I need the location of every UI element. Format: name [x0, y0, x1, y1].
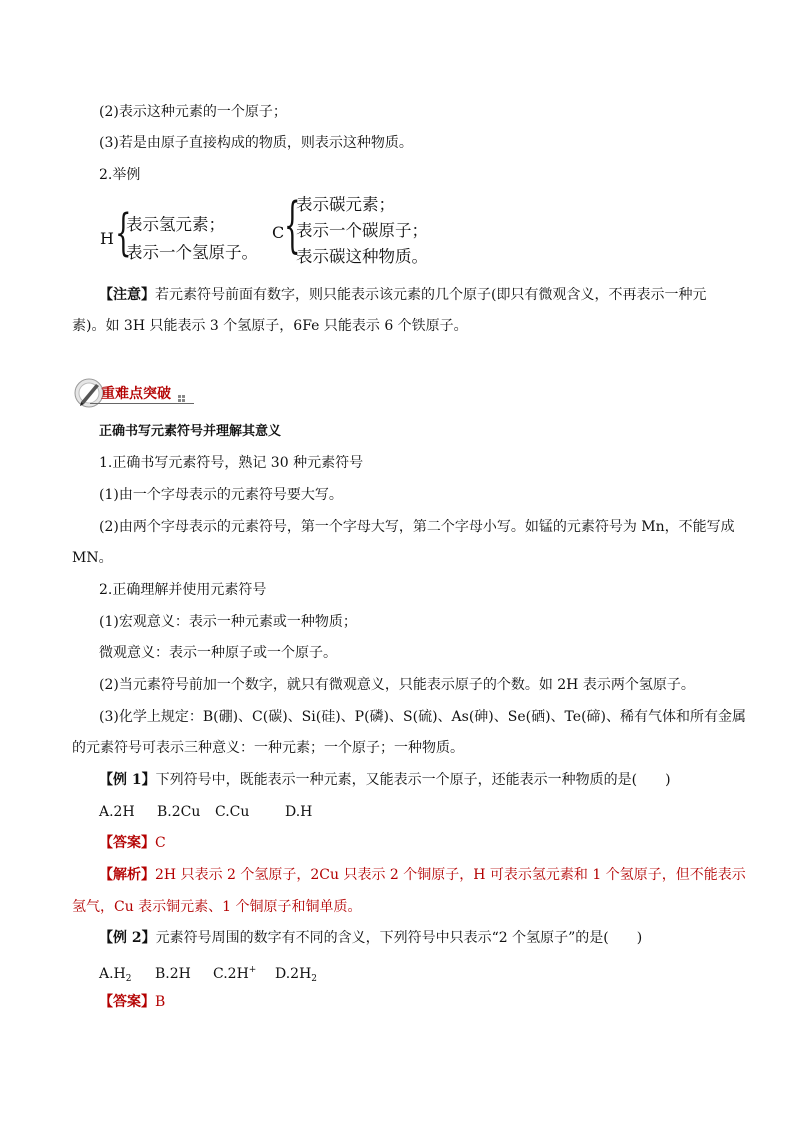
point2-item3-cont: 的元素符号可表示三种意义：一种元素；一个原子；一种物质。 [72, 740, 464, 756]
note-text: 若元素符号前面有数字，则只能表示该元素的几个原子(即只有微观含义，不再表示一种元 [155, 287, 707, 303]
note-label: 【注意】 [99, 287, 155, 303]
point2-item1: (1)宏观意义：表示一种元素或一种物质； [99, 614, 357, 630]
example1-analysis-cont: 氢气，Cu 表示铜元素、1 个铜原子和铜单质。 [72, 899, 362, 915]
option-d: D.H [285, 804, 313, 820]
option-c: C.Cu [215, 804, 250, 820]
example2-options [99, 961, 317, 988]
option-a: A.2H [99, 804, 135, 820]
answer-value: C [155, 835, 166, 851]
example1-analysis [99, 866, 746, 884]
left-brace-icon: { [115, 206, 132, 263]
example-c-item: 表示一个碳原子； [296, 221, 428, 240]
meaning-item-3: (3)若是由原子直接构成的物质，则表示这种物质。 [99, 135, 413, 151]
point2-item2: (2)当元素符号前加一个数字，就只有微观意义，只能表示原子的个数。如 2H 表示两个氢原子。 [99, 677, 695, 693]
point1-item2-cont: MN。 [72, 550, 113, 566]
left-brace-icon: { [284, 192, 301, 261]
example-c-item: 表示碳元素； [296, 195, 395, 214]
example-h-item: 表示氢元素； [126, 215, 225, 234]
section-banner-underline [90, 403, 194, 404]
option-d: $D.2H_2$ [275, 966, 318, 984]
meaning-item-2: (2)表示这种元素的一个原子； [99, 104, 287, 120]
example1-answer [99, 834, 166, 852]
example-c-item: 表示碳这种物质。 [296, 247, 428, 266]
example1-options [99, 803, 312, 821]
option-b: B.2H [155, 966, 191, 982]
section-banner-title: 重难点突破 [101, 386, 171, 402]
analysis-text: 2H 只表示 2 个氢原子，2Cu 只表示 2 个铜原子，H 可表示氢元素和 1 个氢原子，但不能表示 [155, 867, 746, 883]
option-a: $A.H_2$ [99, 966, 132, 984]
answer-label: 【答案】 [99, 835, 155, 851]
example2-question-text: 元素符号周围的数字有不同的含义，下列符号中只表示“2 个氢原子”的是( ) [155, 930, 643, 946]
note-paragraph [99, 286, 706, 304]
analysis-label: 【解析】 [99, 867, 155, 883]
example-title: 2.举例 [99, 167, 141, 183]
point1-item1: (1)由一个字母表示的元素符号要大写。 [99, 487, 343, 503]
example1-question [99, 771, 671, 789]
point1-title: 1.正确书写元素符号，熟记 30 种元素符号 [99, 455, 364, 471]
note-paragraph-cont: 素)。如 3H 只能表示 3 个氢原子，6Fe 只能表示 6 个铁原子。 [72, 318, 468, 334]
point2-title: 2.正确理解并使用元素符号 [99, 582, 267, 598]
example2-label: 【例 2】 [99, 930, 156, 946]
symbol-h: H [100, 229, 114, 248]
answer-value: B [155, 994, 166, 1010]
option-c: C.2H+ [213, 965, 257, 982]
point2-item1b: 微观意义：表示一种原子或一个原子。 [99, 645, 337, 661]
example2-answer [99, 993, 165, 1011]
point1-item2: (2)由两个字母表示的元素符号，第一个字母大写，第二个字母小写。如锰的元素符号为 Mn，不能写成 [99, 519, 735, 535]
answer-label: 【答案】 [99, 994, 155, 1010]
example1-question-text: 下列符号中，既能表示一种元素，又能表示一个原子，还能表示一种物质的是( ) [155, 772, 671, 788]
example1-label: 【例 1】 [99, 772, 156, 788]
option-b: B.2Cu [157, 804, 201, 820]
example2-question [99, 929, 642, 947]
section-heading: 正确书写元素符号并理解其意义 [99, 424, 282, 439]
symbol-c: C [272, 223, 285, 242]
example-h-item: 表示一个氢原子。 [126, 243, 258, 262]
point2-item3: (3)化学上规定：B(硼)、C(碳)、Si(硅)、P(磷)、S(硫)、As(砷)、Se(硒)、Te(碲)、稀有气体和所有金属 [99, 709, 747, 725]
